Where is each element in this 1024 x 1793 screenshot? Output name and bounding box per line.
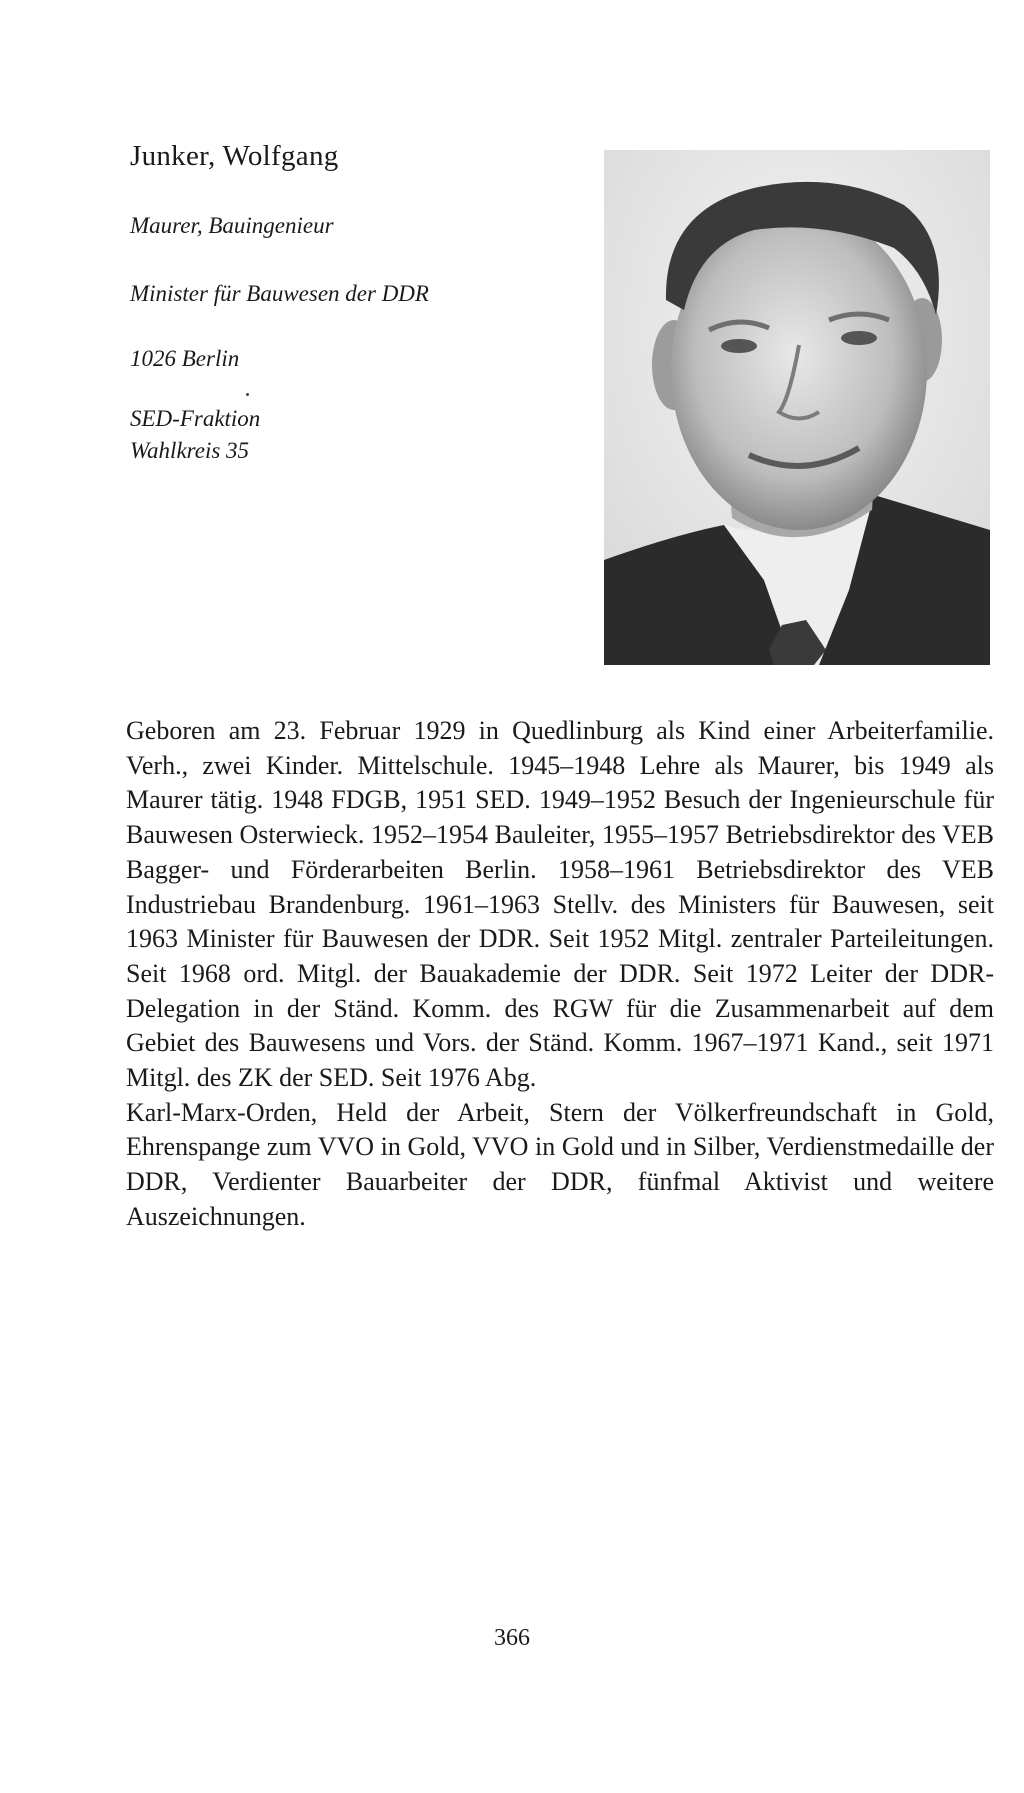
entry-position: Minister für Bauwesen der DDR (130, 281, 429, 306)
separator-dot (246, 393, 249, 396)
entry-occupation: Maurer, Bauingenieur (130, 213, 334, 238)
biography-career: Geboren am 23. Februar 1929 in Quedlinburg als Kind einer Arbeiterfamilie. Verh., zwei Kinder. Mittelschule. 1945–1948 Lehre als Maurer, bis 1949 als Maurer tätig. 1948 FDGB, 1951 SED. 1949–1952 Besuch der Ingenieurschule für Bauwesen Osterwieck. 1952–1954 Bauleiter, 1955–1957 Betriebsdirektor des VEB Bagger- und Förderarbeiten Berlin. 1958–1961 Betriebsdirektor des VEB Industriebau Brandenburg. 1961–1963 Stellv. des Ministers für Bauwesen, seit 1963 Minister für Bauwesen der DDR. Seit 1952 Mitgl. zentraler Parteileitungen. Seit 1968 ord. Mitgl. der Bauakademie der DDR. Seit 1972 Leiter der DDR-Delegation in der Ständ. Komm. des RGW für die Zusammenarbeit auf dem Gebiet des Bauwesens und Vors. der Ständ. Komm. 1967–1971 Kand., seit 1971 Mitgl. des ZK der SED. Seit 1976 Abg. (126, 716, 994, 1093)
portrait-illustration (604, 150, 990, 665)
biography-awards: Karl-Marx-Orden, Held der Arbeit, Stern der Völkerfreundschaft in Gold, Ehrenspange zum VVO in Gold, VVO in Gold und in Silber, Verdienstmedaille der DDR, Verdienter Bauarbeiter der DDR, fünfmal Aktivist und weitere Auszeichnungen. (126, 1097, 994, 1231)
entry-name: Junker, Wolfgang (130, 140, 339, 172)
page-number: 366 (494, 1625, 530, 1651)
entry-district: Wahlkreis 35 (130, 438, 250, 463)
entry-faction: SED-Fraktion (130, 406, 261, 431)
biography-text (126, 714, 994, 1235)
entry-location: 1026 Berlin (130, 346, 240, 371)
portrait-photo (604, 150, 990, 665)
